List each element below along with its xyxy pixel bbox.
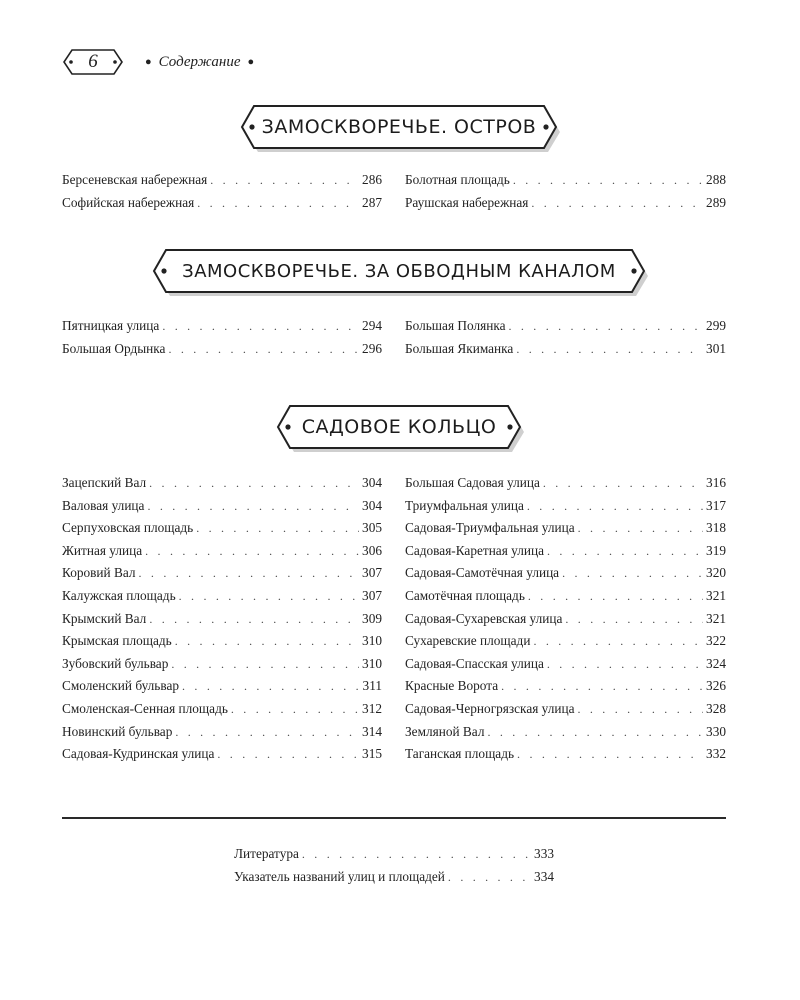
toc-entry[interactable] xyxy=(62,746,382,769)
toc-entry-page-number: 314 xyxy=(362,723,382,739)
toc-entry[interactable] xyxy=(405,633,726,656)
toc-back-matter xyxy=(234,846,554,891)
toc-entry-page-number: 307 xyxy=(362,587,382,603)
dot-leader xyxy=(516,342,703,357)
section-title: САДОВОЕ КОЛЬЦО xyxy=(301,416,497,438)
toc-entry-page-number: 288 xyxy=(706,172,726,187)
dot-leader xyxy=(210,173,359,188)
toc-entry[interactable] xyxy=(405,318,726,341)
toc-entry-title: Новинский бульвар xyxy=(62,723,173,739)
section-divider xyxy=(62,817,726,819)
toc-entry-title: Садовая-Каретная улица xyxy=(405,542,544,558)
dot-leader xyxy=(509,319,704,334)
dot-leader xyxy=(175,725,359,740)
toc-entry-title: Зацепский Вал xyxy=(62,475,147,490)
dot-leader xyxy=(231,702,359,717)
toc-entry[interactable] xyxy=(405,195,726,218)
dot-leader xyxy=(175,634,359,649)
dot-leader xyxy=(149,476,359,491)
toc-entry-page-number: 321 xyxy=(706,587,726,603)
dot-leader xyxy=(179,589,359,604)
dot-leader xyxy=(145,544,359,559)
toc-entry[interactable] xyxy=(405,565,726,588)
toc-entry-page-number: 318 xyxy=(706,520,726,536)
toc-entry-page-number: 332 xyxy=(706,746,726,762)
toc-entry-title: Болотная площадь xyxy=(405,172,510,187)
toc-entry[interactable] xyxy=(62,678,382,701)
toc-entry-title: Берсеневская набережная xyxy=(62,172,208,187)
dot-leader xyxy=(547,544,703,559)
dot-leader xyxy=(528,589,703,604)
toc-entry-page-number: 305 xyxy=(362,520,382,536)
toc-entry[interactable] xyxy=(62,341,382,364)
dot-leader xyxy=(547,657,703,672)
toc-entry-page-number: 301 xyxy=(706,340,726,356)
toc-entry-page-number: 317 xyxy=(706,497,726,513)
toc-entry[interactable] xyxy=(62,195,382,218)
dot-leader xyxy=(162,319,359,334)
toc-entry[interactable] xyxy=(62,498,382,521)
toc-entry-page-number: 330 xyxy=(706,723,726,739)
dot-leader xyxy=(171,657,359,672)
toc-entry[interactable] xyxy=(405,498,726,521)
dot-leader xyxy=(168,342,359,357)
toc-entry[interactable] xyxy=(405,724,726,747)
page-number-badge xyxy=(62,48,124,76)
toc-entry-title: Смоленская-Сенная площадь xyxy=(62,700,228,716)
dot-leader xyxy=(565,612,703,627)
toc-entry[interactable] xyxy=(405,543,726,566)
section-banner-1 xyxy=(0,104,800,154)
toc-entry-page-number: 315 xyxy=(362,746,382,762)
toc-entry[interactable] xyxy=(62,656,382,679)
toc-entry-title: Таганская площадь xyxy=(405,746,515,762)
toc-entry-page-number: 312 xyxy=(362,700,382,716)
section-banner-3 xyxy=(0,404,800,454)
toc-entry-page-number: 304 xyxy=(362,497,382,513)
toc-entry-page-number: 322 xyxy=(706,633,726,649)
toc-column-right xyxy=(405,172,726,217)
toc-entry[interactable] xyxy=(405,678,726,701)
dot-leader xyxy=(149,612,359,627)
dot-leader xyxy=(196,521,359,536)
toc-entry[interactable] xyxy=(62,475,382,498)
toc-entry-title: Сухаревские площади xyxy=(405,633,531,649)
toc-entry-title: Крымский Вал xyxy=(62,610,147,626)
toc-entry-title: Зубовский бульвар xyxy=(62,655,169,671)
toc-entry-title: Раушская набережная xyxy=(405,194,529,210)
dot-leader xyxy=(182,679,360,694)
toc-entry[interactable] xyxy=(62,611,382,634)
toc-entry-title: Калужская площадь xyxy=(62,587,176,603)
toc-entry-page-number: 294 xyxy=(362,318,382,333)
dot-leader xyxy=(543,476,703,491)
section-title: ЗАМОСКВОРЕЧЬЕ. ЗА ОБВОДНЫМ КАНАЛОМ xyxy=(182,260,616,282)
toc-entry[interactable] xyxy=(62,588,382,611)
running-header xyxy=(62,48,261,76)
toc-entry-page-number: 328 xyxy=(706,700,726,716)
toc-entry[interactable] xyxy=(405,520,726,543)
toc-entry-title: Садовая-Триумфальная улица xyxy=(405,520,575,536)
toc-entry-page-number: 299 xyxy=(706,318,726,333)
dot-leader xyxy=(217,747,359,762)
toc-entry-title: Триумфальная улица xyxy=(405,497,524,513)
toc-entry-title: Житная улица xyxy=(62,542,143,558)
toc-entry[interactable] xyxy=(234,869,554,892)
dot-leader xyxy=(562,566,703,581)
toc-entry-page-number: 289 xyxy=(706,194,726,210)
toc-entry-page-number: 311 xyxy=(362,678,382,694)
toc-entry-title: Садовая-Черногрязская улица xyxy=(405,700,575,716)
toc-entry-page-number: 306 xyxy=(362,542,382,558)
toc-entry-title: Большая Ордынка xyxy=(62,340,166,356)
toc-entry-title: Красные Ворота xyxy=(405,678,499,694)
toc-column-left xyxy=(62,172,382,217)
toc-entry-page-number: 320 xyxy=(706,565,726,581)
toc-entry[interactable] xyxy=(405,475,726,498)
toc-entry[interactable] xyxy=(62,701,382,724)
dot-leader xyxy=(139,566,360,581)
toc-column-right xyxy=(405,475,726,769)
dot-leader xyxy=(527,499,703,514)
toc-entry-title: Крымская площадь xyxy=(62,633,172,649)
toc-entry-title: Большая Полянка xyxy=(405,318,506,333)
toc-entry-title: Земляной Вал xyxy=(405,723,485,739)
toc-entry-page-number: 324 xyxy=(706,655,726,671)
toc-entry[interactable] xyxy=(62,318,382,341)
running-title-text: Содержание xyxy=(158,53,241,70)
toc-entry-title: Валовая улица xyxy=(62,497,145,513)
dot-leader xyxy=(448,870,531,885)
toc-entry[interactable] xyxy=(62,724,382,747)
toc-entry-title: Смоленский бульвар xyxy=(62,678,180,694)
toc-entry[interactable] xyxy=(405,341,726,364)
toc-entry-title: Садовая-Спасская улица xyxy=(405,655,544,671)
toc-entry-title: Пятницкая улица xyxy=(62,318,160,333)
toc-entry-page-number: 307 xyxy=(362,565,382,581)
toc-entry-page-number: 286 xyxy=(362,172,382,187)
dot-leader xyxy=(578,702,704,717)
dot-leader xyxy=(487,725,703,740)
toc-entry-title: Указатель названий улиц и площадей xyxy=(234,868,445,884)
section-banner-2 xyxy=(0,248,800,298)
toc-entry[interactable] xyxy=(62,543,382,566)
toc-entry[interactable] xyxy=(234,846,554,869)
toc-entry-title: Большая Садовая улица xyxy=(405,475,540,490)
toc-entry-title: Садовая-Самотёчная улица xyxy=(405,565,560,581)
toc-entry-page-number: 287 xyxy=(362,194,382,210)
toc-entry[interactable] xyxy=(405,701,726,724)
toc-column-left xyxy=(62,318,382,363)
toc-entry-page-number: 304 xyxy=(362,475,382,490)
dot-leader xyxy=(147,499,359,514)
toc-entry-title: Серпуховская площадь xyxy=(62,520,194,536)
toc-column-right xyxy=(405,318,726,363)
toc-entry[interactable] xyxy=(405,588,726,611)
toc-entry[interactable] xyxy=(405,172,726,195)
running-title: ● Содержание ● xyxy=(145,53,255,70)
toc-entry-page-number: 310 xyxy=(362,633,382,649)
toc-entry[interactable] xyxy=(405,611,726,634)
dot-leader xyxy=(513,173,703,188)
toc-entry-page-number: 310 xyxy=(362,655,382,671)
toc-entry[interactable] xyxy=(62,633,382,656)
dot-leader xyxy=(533,634,703,649)
toc-entry-title: Литература xyxy=(234,846,299,861)
dot-leader xyxy=(197,196,359,211)
dot-leader xyxy=(517,747,703,762)
toc-column-left xyxy=(62,475,382,769)
toc-entry-page-number: 309 xyxy=(362,610,382,626)
toc-entry-title: Большая Якиманка xyxy=(405,340,514,356)
toc-entry-page-number: 326 xyxy=(706,678,726,694)
dot-leader xyxy=(531,196,703,211)
toc-entry-title: Самотёчная площадь xyxy=(405,587,525,603)
toc-entry-page-number: 333 xyxy=(534,846,554,861)
dot-leader xyxy=(501,679,703,694)
toc-entry-page-number: 319 xyxy=(706,542,726,558)
toc-entry-page-number: 321 xyxy=(706,610,726,626)
toc-entry[interactable] xyxy=(62,565,382,588)
toc-entry-title: Софийская набережная xyxy=(62,194,195,210)
toc-entry[interactable] xyxy=(62,520,382,543)
toc-entry-page-number: 316 xyxy=(706,475,726,490)
toc-entry[interactable] xyxy=(405,656,726,679)
toc-entry[interactable] xyxy=(405,746,726,769)
toc-entry-page-number: 334 xyxy=(534,868,554,884)
toc-entry[interactable] xyxy=(62,172,382,195)
dot-leader xyxy=(578,521,703,536)
toc-entry-title: Садовая-Кудринская улица xyxy=(62,746,215,762)
toc-entry-title: Садовая-Сухаревская улица xyxy=(405,610,563,626)
section-title: ЗАМОСКВОРЕЧЬЕ. ОСТРОВ xyxy=(261,116,537,138)
toc-entry-page-number: 296 xyxy=(362,340,382,356)
dot-leader xyxy=(302,847,531,862)
page-number: 6 xyxy=(88,51,98,72)
toc-entry-title: Коровий Вал xyxy=(62,565,136,581)
